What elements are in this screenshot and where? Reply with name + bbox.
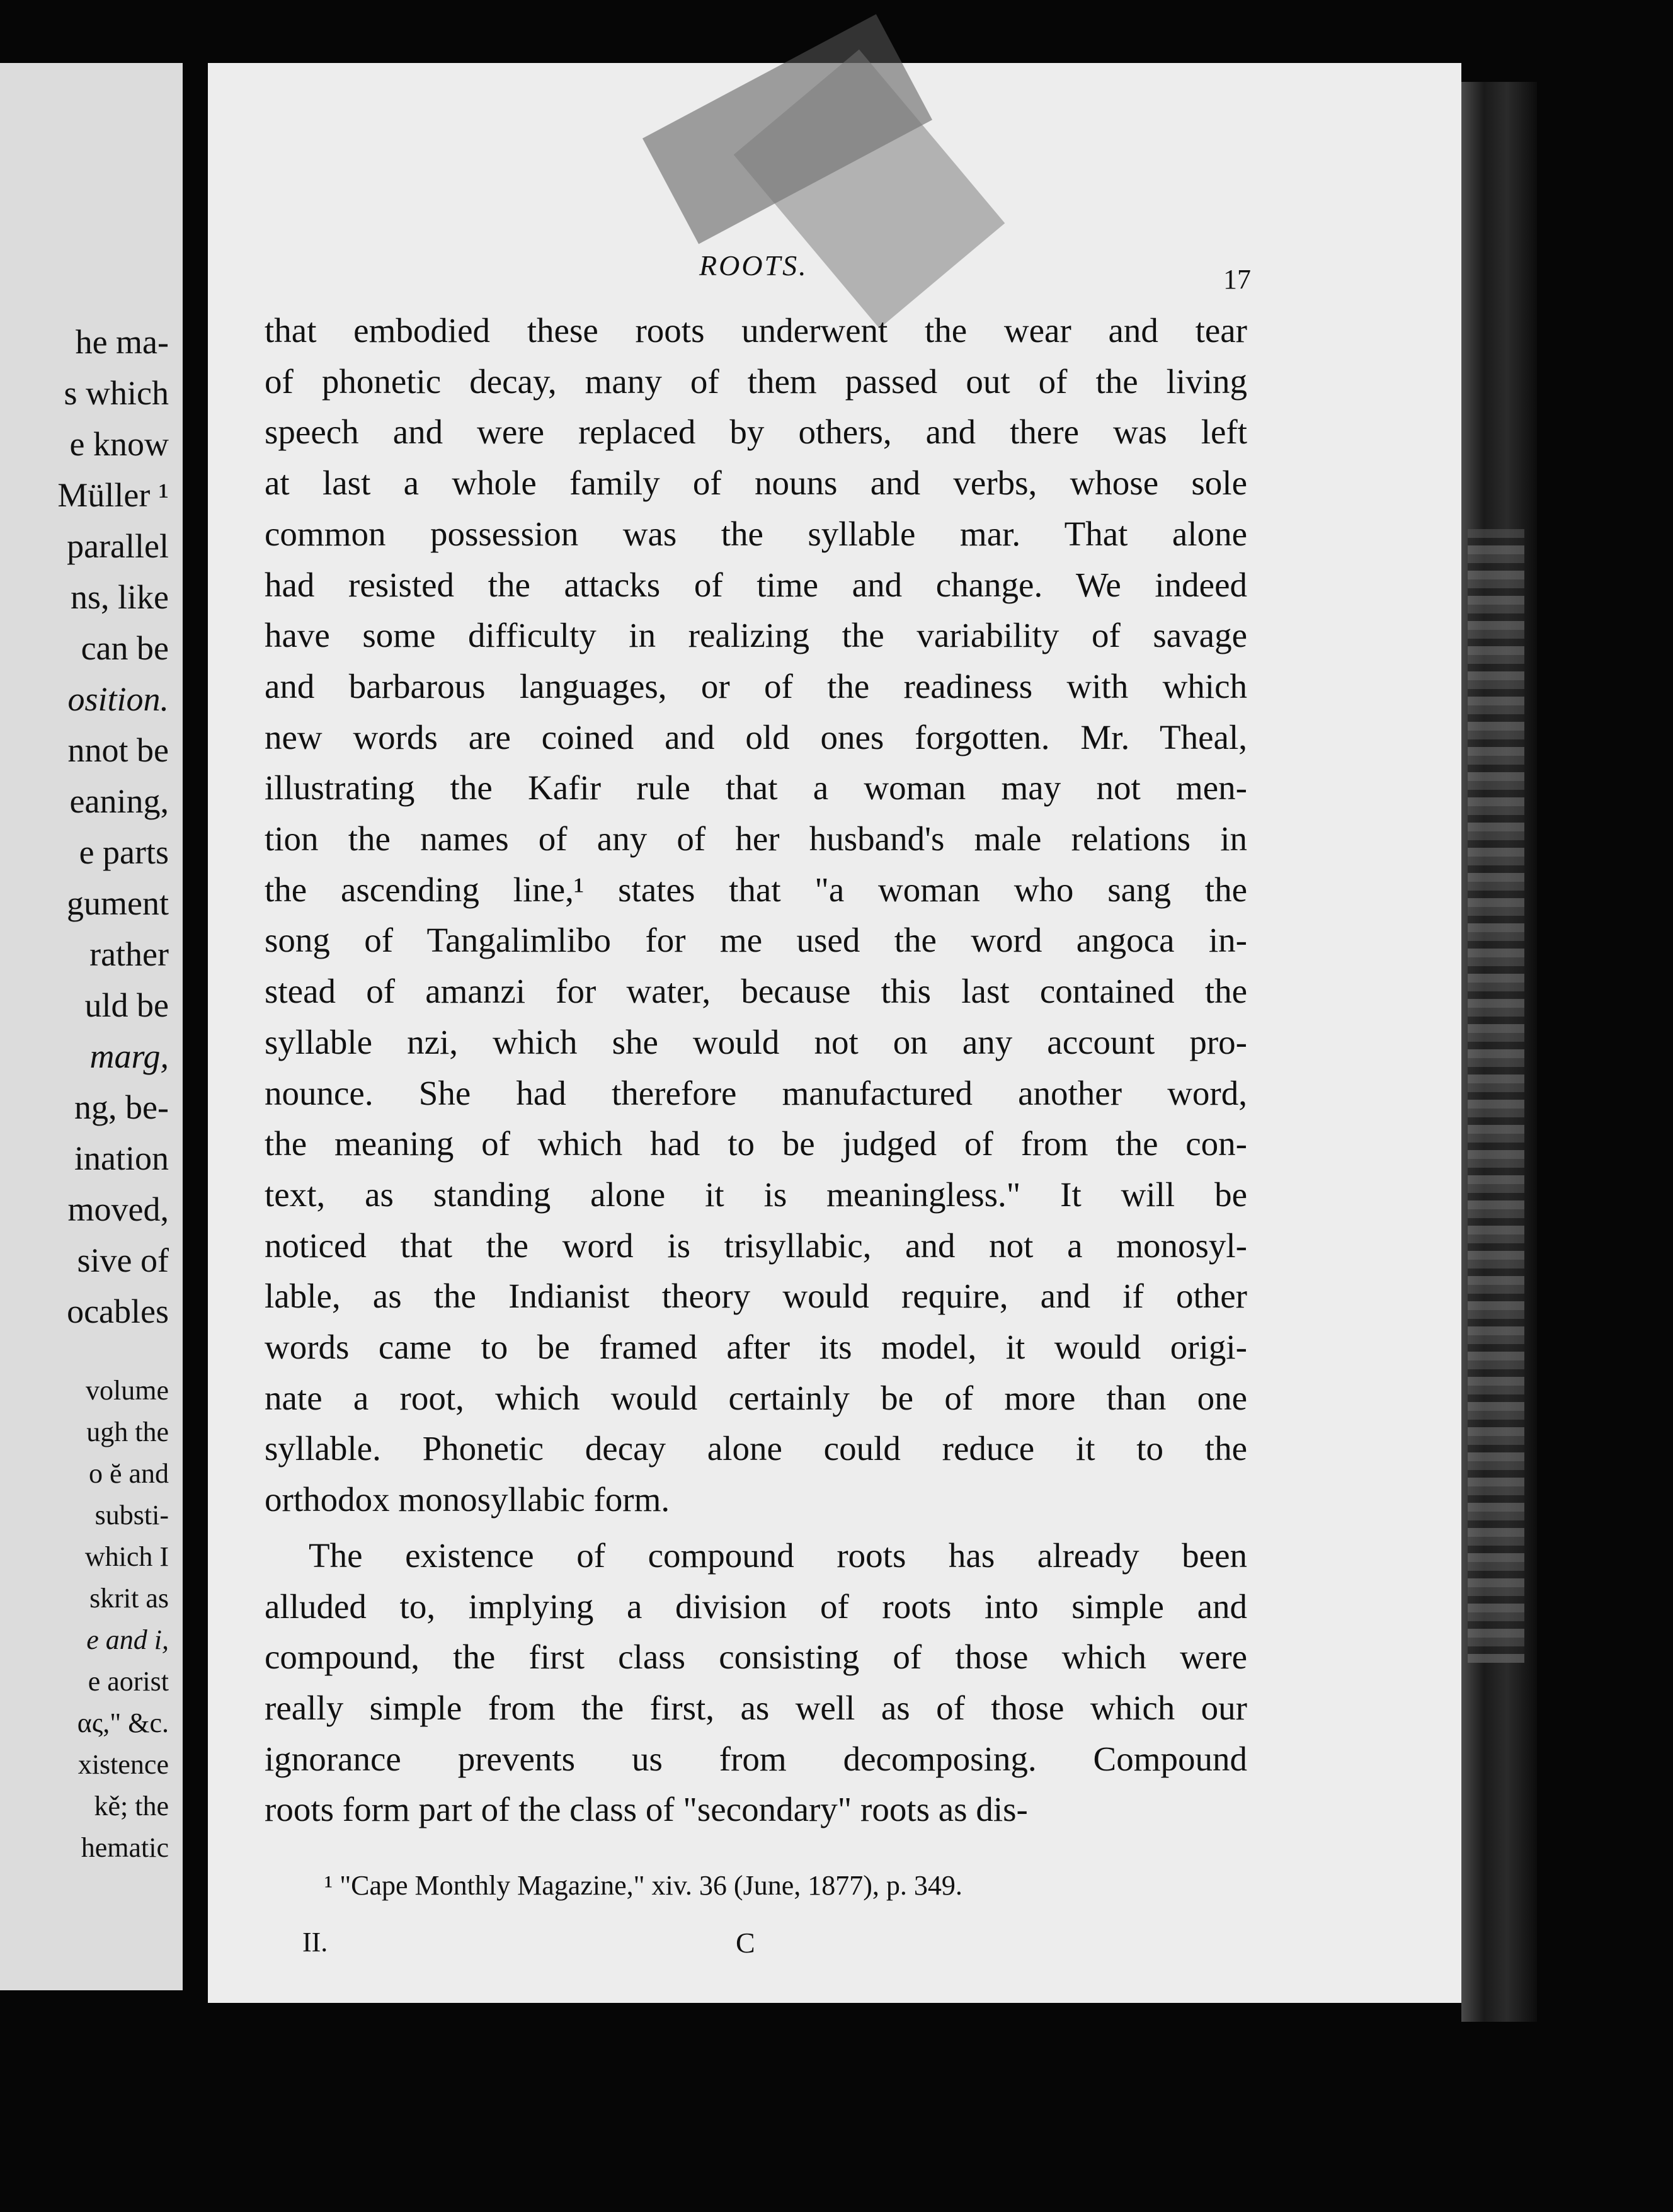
left-line: e aorist	[88, 1666, 169, 1697]
left-line: Müller ¹	[57, 476, 169, 514]
left-line: which I	[84, 1541, 169, 1572]
body-line: have some difficulty in realizing the variability of savage	[265, 616, 1247, 655]
body-line: of phonetic decay, many of them passed out of the living	[265, 362, 1247, 401]
left-line: kě; the	[94, 1791, 169, 1821]
left-line: o ĕ and	[88, 1458, 169, 1489]
body-line: nate a root, which would certainly be of more than one	[265, 1378, 1247, 1417]
left-line: can be	[81, 629, 169, 667]
body-line: had resisted the attacks of time and change. We indeed	[265, 565, 1247, 604]
body-line: words came to be framed after its model, it would origi-	[265, 1328, 1247, 1366]
footnote: ¹ "Cape Monthly Magazine," xiv. 36 (June, 1877), p. 349.	[324, 1870, 962, 1901]
body-line: that embodied these roots underwent the wear and tear	[265, 311, 1247, 350]
body-line: roots form part of the class of "secondary" roots as dis-	[265, 1790, 1028, 1829]
body-line: song of Tangalimlibo for me used the word angoca in-	[265, 921, 1247, 960]
left-page-fragment	[0, 63, 183, 1990]
left-line: substi-	[94, 1500, 169, 1531]
left-line: e know	[69, 425, 169, 463]
left-line: ng, be-	[74, 1088, 169, 1126]
left-line: gument	[67, 884, 169, 922]
left-line: sive of	[77, 1241, 169, 1279]
body-line: noticed that the word is trisyllabic, and not a monosyl-	[265, 1226, 1247, 1265]
left-line: eaning,	[69, 782, 169, 820]
left-line: ination	[74, 1139, 169, 1177]
left-line: he ma-	[75, 323, 169, 361]
body-line: the meaning of which had to be judged of from the con-	[265, 1124, 1247, 1163]
left-line: e parts	[79, 833, 169, 871]
body-line: at last a whole family of nouns and verbs, whose sole	[265, 464, 1247, 503]
body-line: syllable. Phonetic decay alone could reduce it to the	[265, 1429, 1247, 1468]
left-line: moved,	[67, 1190, 169, 1228]
left-line: e and i,	[86, 1624, 169, 1655]
left-line: ugh the	[86, 1417, 169, 1447]
body-line: common possession was the syllable mar. That alone	[265, 514, 1247, 553]
body-line: stead of amanzi for water, because this last contained the	[265, 972, 1247, 1011]
body-line: speech and were replaced by others, and there was left	[265, 413, 1247, 452]
body-line: The existence of compound roots has already been	[309, 1536, 1247, 1575]
body-line: really simple from the first, as well as of those which our	[265, 1688, 1247, 1727]
body-line: ignorance prevents us from decomposing. Compound	[265, 1739, 1247, 1778]
left-line: uld be	[84, 986, 169, 1024]
body-line: new words are coined and old ones forgotten. Mr. Theal,	[265, 717, 1247, 756]
left-line: marg,	[89, 1037, 169, 1075]
left-line: volume	[86, 1375, 169, 1406]
body-line: lable, as the Indianist theory would require, and if other	[265, 1277, 1247, 1316]
body-line: compound, the first class consisting of those which were	[265, 1638, 1247, 1677]
left-line: xistence	[77, 1749, 169, 1780]
left-line: ocables	[67, 1292, 169, 1330]
body-line: nounce. She had therefore manufactured another word,	[265, 1073, 1247, 1112]
left-line: ας," &c.	[77, 1707, 169, 1738]
body-line: and barbarous languages, or of the readiness with which	[265, 666, 1247, 705]
left-line: s which	[64, 374, 169, 412]
page-number: 17	[1223, 264, 1251, 295]
spine-edge-texture	[1468, 529, 1524, 1663]
signature-mark: C	[736, 1927, 755, 1959]
left-line: nnot be	[67, 731, 169, 769]
left-line: hematic	[81, 1832, 169, 1863]
body-line: the ascending line,¹ states that "a woman who sang the	[265, 870, 1247, 909]
body-line: alluded to, implying a division of roots into simple and	[265, 1587, 1247, 1626]
left-line: rather	[89, 935, 169, 973]
running-head: ROOTS.	[699, 249, 808, 282]
left-line: osition.	[67, 680, 169, 718]
left-line: skrit as	[89, 1583, 169, 1614]
left-line: parallel	[67, 527, 169, 565]
signature-volume: II.	[302, 1927, 328, 1958]
body-line: illustrating the Kafir rule that a woman may not men-	[265, 768, 1247, 807]
left-line: ns, like	[71, 578, 169, 616]
body-line: syllable nzi, which she would not on any account pro-	[265, 1022, 1247, 1061]
body-line: tion the names of any of her husband's male relations in	[265, 819, 1247, 858]
body-line: text, as standing alone it is meaningless." It will be	[265, 1175, 1247, 1214]
body-line: orthodox monosyllabic form.	[265, 1480, 670, 1519]
